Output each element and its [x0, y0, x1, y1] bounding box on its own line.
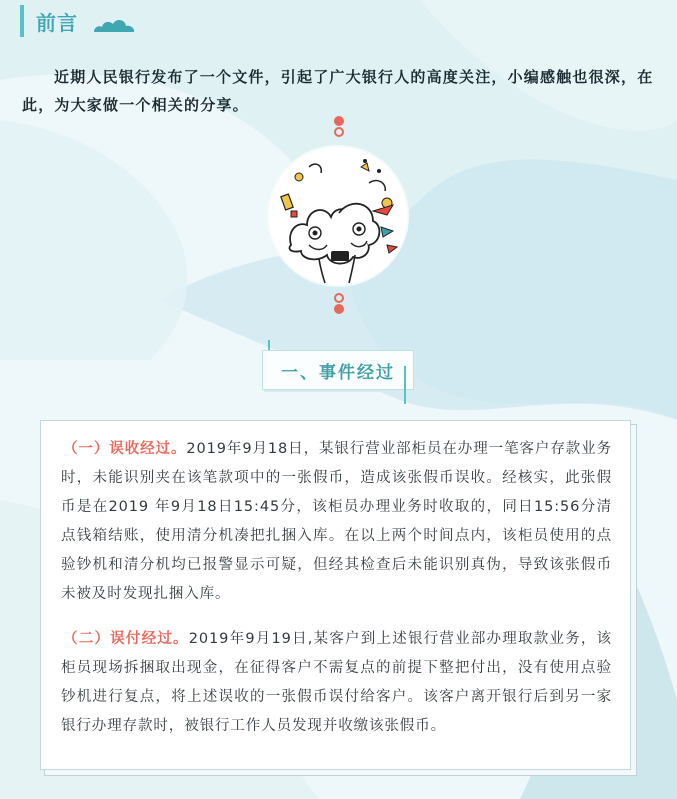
paragraph-text: 2019年9月19日,某客户到上述银行营业部办理取款业务，该柜员现场拆捆取出现金，在征得客户不需复点的前提下整把付出，没有使用点验钞机进行复点，将上述误收的一张假币误付给客户。该客户离开银行后到另一家银行办理存款时，被银行工作人员发现并收缴该张假币。: [61, 631, 613, 734]
paragraph-lead: （一）误收经过。: [63, 441, 187, 457]
illustration-avatar: [269, 147, 407, 285]
paragraph-text: 2019年9月18日，某银行营业部柜员在办理一笔客户存款业务时，未能识别夹在该笔款项中的一张假币，造成该张假币误收。经核实，此张假币是在2019 年9月18日15:45分，该柜员办理业务时收取的，同日15:56分清点钱箱结账，使用清分机凑把扎捆入库。在以上两个时间点内，该柜员使用的点验钞机和清分机均已报警显示可疑，但经其检查后未能识别真伪，导致该张假币未被及时发现扎捆入库。: [61, 441, 612, 602]
header-title: 前言: [36, 10, 78, 35]
dots-bottom: [332, 293, 346, 315]
paragraph-mistaken-receipt: [61, 435, 612, 609]
header-accent-bar: [20, 5, 24, 37]
intro-paragraph: 近期人民银行发布了一个文件，引起了广大银行人的高度关注，小编感触也很深，在此，为大家做一个相关的分享。: [22, 68, 654, 114]
section-header: [20, 4, 136, 38]
cloud-icon: [92, 17, 136, 33]
dots-top: [332, 116, 346, 138]
dot-icon: [334, 127, 344, 137]
title-accent-line-right: [404, 366, 406, 404]
dot-icon: [334, 293, 344, 303]
dot-icon: [334, 304, 344, 314]
content-card: [40, 420, 631, 770]
dot-icon: [334, 116, 344, 126]
paragraph-mistaken-payment: [61, 625, 612, 741]
section-title: 一、事件经过: [281, 362, 395, 383]
section-title-box: [262, 350, 414, 390]
paragraph-lead: （二）误付经过。: [63, 631, 189, 647]
